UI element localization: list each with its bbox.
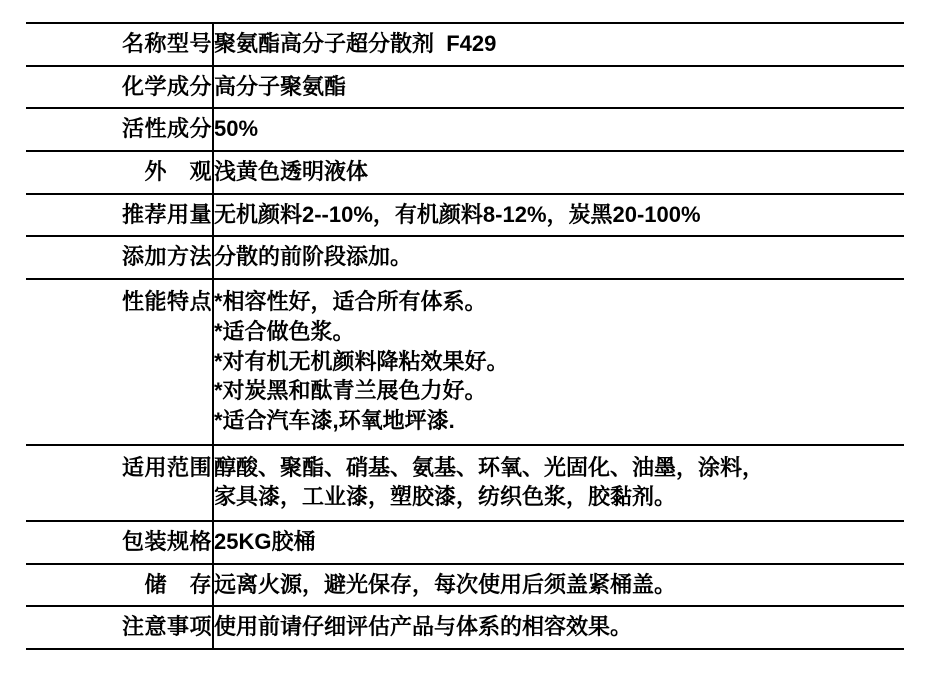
row-value — [213, 151, 904, 194]
row-value-line: 浅黄色透明液体 — [214, 159, 369, 185]
row-value-line: 醇酸、聚酯、硝基、氨基、环氧、光固化、油墨，涂料， — [214, 454, 765, 480]
row-value-line: *相容性好，适合所有体系。 — [214, 289, 487, 315]
row-value-line: 分散的前阶段添加。 — [214, 244, 413, 270]
row-value — [213, 194, 904, 237]
specification-table — [26, 22, 904, 650]
row-value-line: 高分子聚氨酯 — [214, 73, 347, 99]
row-value-line: 使用前请仔细评估产品与体系的相容效果。 — [214, 614, 633, 640]
row-value-line: 无机颜料2--10%，有机颜料8-12%，炭黑20-100% — [214, 201, 701, 227]
table-row — [26, 279, 904, 444]
row-value-line: 家具漆，工业漆，塑胶漆，纺织色浆，胶黏剂。 — [214, 484, 677, 510]
table-row — [26, 606, 904, 649]
row-label: 外 观 — [26, 151, 213, 194]
row-value — [213, 66, 904, 109]
table-row — [26, 194, 904, 237]
table-row — [26, 108, 904, 151]
row-value-line: 50% — [214, 116, 259, 142]
row-label: 推荐用量 — [26, 194, 213, 237]
row-value — [213, 445, 904, 521]
row-value-line: 聚氨酯高分子超分散剂 F429 — [214, 31, 497, 56]
table-row — [26, 236, 904, 279]
row-label: 储 存 — [26, 564, 213, 607]
specification-table-body — [26, 23, 904, 649]
row-value-line: *对有机无机颜料降粘效果好。 — [214, 348, 509, 374]
row-value-line: 远离火源，避光保存，每次使用后须盖紧桶盖。 — [214, 571, 677, 597]
row-value — [213, 23, 904, 66]
row-label: 化学成分 — [26, 66, 213, 109]
row-label: 添加方法 — [26, 236, 213, 279]
row-label: 性能特点 — [26, 279, 213, 444]
row-value — [213, 521, 904, 564]
row-label: 活性成分 — [26, 108, 213, 151]
row-value-line: *适合汽车漆,环氧地坪漆. — [214, 407, 455, 433]
row-label: 名称型号 — [26, 23, 213, 66]
table-row — [26, 564, 904, 607]
table-row — [26, 521, 904, 564]
row-value — [213, 236, 904, 279]
row-label: 包装规格 — [26, 521, 213, 564]
row-value — [213, 564, 904, 607]
row-value-line: *对炭黑和酞青兰展色力好。 — [214, 378, 487, 404]
row-value-line: 25KG胶桶 — [214, 528, 316, 554]
table-row — [26, 445, 904, 521]
row-value-line: *适合做色浆。 — [214, 318, 355, 344]
table-row — [26, 23, 904, 66]
row-value — [213, 279, 904, 444]
row-label: 适用范围 — [26, 445, 213, 521]
table-row — [26, 66, 904, 109]
row-label: 注意事项 — [26, 606, 213, 649]
row-value — [213, 606, 904, 649]
table-row — [26, 151, 904, 194]
row-value — [213, 108, 904, 151]
